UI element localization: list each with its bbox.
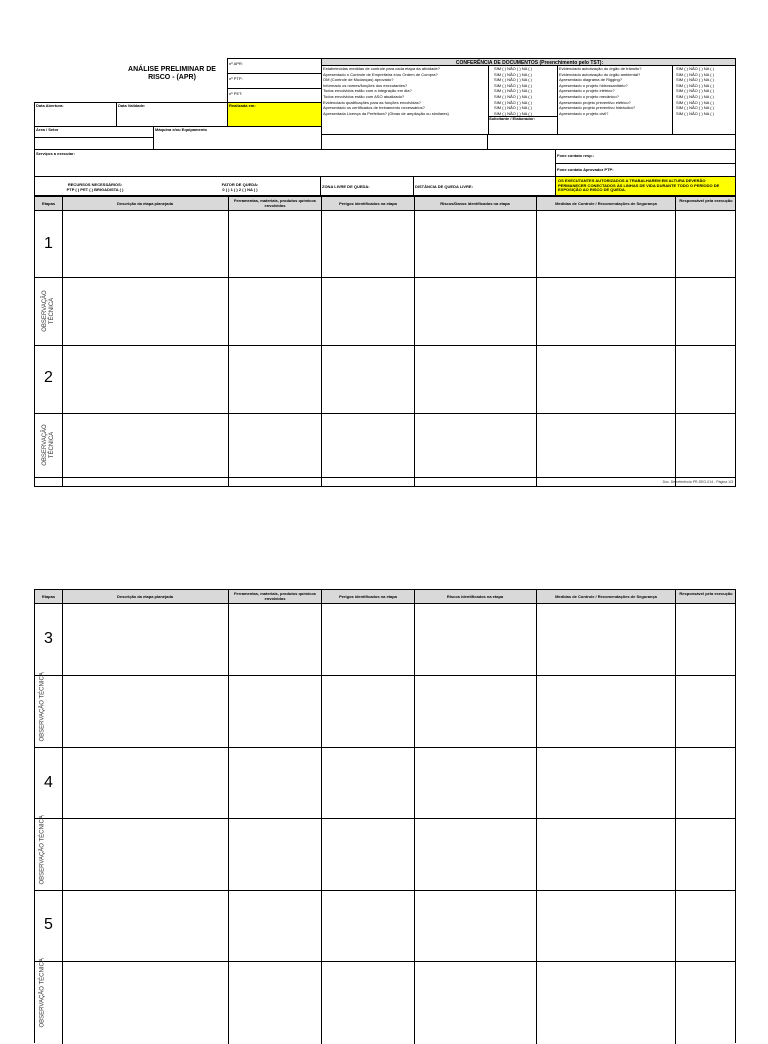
conf-left-item: Apresentada Licença da Prefeitura? (Obras de ampliação ou similares): [323, 110, 449, 116]
step-number: 3: [44, 630, 53, 647]
realizada-em-field[interactable]: [227, 102, 322, 127]
solicitante-field[interactable]: [321, 134, 736, 150]
conf-right-item: Apresentado diagrama de Rigging?: [559, 77, 622, 83]
conf-right-simnao[interactable]: SIM ( ) NÃO ( ) NA ( ): [676, 82, 714, 88]
step-number: 4: [44, 774, 53, 791]
fone-aprovador-label: Fone contato Aprovador PTP:: [557, 167, 614, 172]
table-body-p2: [34, 603, 736, 1043]
observacao-tecnica-label: OBSERVAÇÃO TÉCNICA: [39, 815, 46, 885]
conf-left-item: Todos envolvidos estão com ASO atualizado?: [323, 94, 405, 99]
recursos-field: [34, 176, 321, 196]
page-2: [0, 589, 768, 1028]
conf-left-item: Apresentado o Controle de Empreiteira e/ou Ordem de Compra?: [323, 71, 438, 77]
ptp-field[interactable]: [227, 73, 322, 89]
table-body-p1: [34, 210, 736, 487]
fone-resp-label: Fone contato resp.:: [557, 153, 595, 158]
conf-left-item: OM (Controle de Mudanças) aprovado?: [323, 77, 394, 83]
recursos-label: RECURSOS NECESSÁRIOS:: [67, 182, 123, 187]
col-descricao: Descrição da etapa planejada: [116, 201, 174, 206]
step-number: 1: [44, 235, 53, 252]
conf-left-item: Estabelecidas medidas de controle para cada etapa da atividade?: [323, 66, 440, 71]
conf-right-simnao[interactable]: SIM ( ) NÃO ( ) NA ( ): [676, 66, 714, 71]
fone-aprovador-field[interactable]: [555, 163, 736, 177]
conf-right-item: Apresentado o projeto hidrossanitário?: [559, 82, 628, 88]
ptp-label: nº PTP:: [229, 76, 243, 81]
conf-right-item: Evidenciado autorização do órgão ambiental?: [559, 71, 641, 77]
conf-right-item: Apresentado o projeto mecânico?: [559, 94, 619, 99]
footer-reference: Doc. De referência PR-SEG-014 - Página 1/3: [662, 480, 733, 484]
conf-right-simnao[interactable]: SIM ( ) NÃO ( ) NA ( ): [676, 94, 714, 99]
conf-right-item: Apresentado o projeto civil?: [559, 110, 609, 116]
conf-left-item: Informado os nomes/funções dos executantes?: [323, 82, 408, 88]
zona-livre-label: ZONA LIVRE DE QUEDA:: [322, 184, 370, 189]
altura-warning-text: OS EXECUTANTES AUTORIZADOS A TRABALHAREM EM ALTURA DEVERÃO PERMANECER CONECTADOS ÀS LINHAS DE VIDA DURANTE TODO O PERÍODO DE EXPOSIÇÃO AO RISCO DE QUEDA.: [558, 178, 720, 193]
conf-left-simnao[interactable]: SIM ( ) NÃO ( ) NA ( ): [494, 88, 532, 94]
col-perigos: Perigos identificados na etapa: [339, 594, 397, 599]
observacao-tecnica-label: OBSERVAÇÃO TÉCNICA: [42, 424, 55, 466]
conferencia-title: CONFERÊNCIA DE DOCUMENTOS (Preenchimento pelo TST):: [455, 60, 604, 66]
altura-warning-box: [555, 176, 736, 196]
conf-left-item: Evidenciado qualificações para as funções envolvidas?: [323, 99, 421, 105]
conf-right-item: Apresentado o projeto elétrico?: [559, 88, 615, 94]
distancia-field[interactable]: [413, 176, 556, 196]
conf-left-simnao[interactable]: SIM ( ) NÃO ( ) NA ( ): [494, 71, 532, 77]
col-ferramentas: Ferramentas, materiais, produtos químicos envolvidos: [233, 198, 317, 208]
doc-title-line1: ANÁLISE PRELIMINAR DE: [128, 66, 216, 73]
col-medidas: Medidas de Controle / Recomendações de Segurança: [555, 594, 657, 599]
table-header-p2: [34, 589, 736, 604]
conf-right-item: Apresentado projeto preventivo hidráulico?: [559, 105, 636, 111]
data-validade-field[interactable]: [116, 102, 228, 127]
maquina-field[interactable]: [153, 126, 322, 150]
fator-options[interactable]: 0 ( ) 1 ( ) 2 ( ) NA ( ): [222, 187, 258, 192]
fone-resp-field[interactable]: [555, 149, 736, 164]
conf-left-simnao[interactable]: SIM ( ) NÃO ( ) NA ( ): [494, 82, 532, 88]
data-abertura-label: Data Abertura:: [36, 103, 64, 108]
maquina-label: Máquina e/ou Equipamento: [155, 127, 208, 132]
conf-left-simnao[interactable]: SIM ( ) NÃO ( ) NA ( ): [494, 66, 532, 71]
conf-left-simnao[interactable]: SIM ( ) NÃO ( ) NA ( ): [494, 99, 532, 105]
conferencia-grid: [321, 65, 736, 135]
conf-right-simnao[interactable]: SIM ( ) NÃO ( ) NA ( ): [676, 77, 714, 83]
step-number: 2: [44, 369, 53, 386]
conf-left-simnao[interactable]: SIM ( ) NÃO ( ) NA ( ): [494, 105, 532, 111]
pet-label: nº PET:: [229, 91, 243, 96]
col-riscos: Riscos identificados na etapa: [446, 594, 504, 599]
conf-left-item: Todos envolvidos estão com a integração em dia?: [323, 88, 412, 94]
fator-label: FATOR DE QUEDA:: [221, 182, 259, 187]
conf-right-simnao[interactable]: SIM ( ) NÃO ( ) NA ( ): [676, 71, 714, 77]
col-perigos: Perigos identificados na etapa: [339, 201, 397, 206]
conf-right-simnao[interactable]: SIM ( ) NÃO ( ) NA ( ): [676, 99, 714, 105]
page-1: [0, 0, 768, 520]
recursos-options[interactable]: PTP ( ) PET ( ) BRIGADISTA ( ): [66, 187, 124, 192]
col-responsavel: Responsável pela execução: [679, 198, 733, 203]
servicos-field[interactable]: [34, 149, 556, 177]
data-abertura-field[interactable]: [34, 102, 117, 127]
zona-livre-field[interactable]: [320, 176, 414, 196]
realizada-em-label: Realizada em:: [229, 103, 256, 108]
conf-right-simnao[interactable]: SIM ( ) NÃO ( ) NA ( ): [676, 105, 714, 111]
conf-left-simnao[interactable]: SIM ( ) NÃO ( ) NA ( ): [494, 77, 532, 83]
conf-right-item: Evidenciado autorização do órgão de trânsito?: [559, 66, 642, 71]
conf-right-simnao[interactable]: SIM ( ) NÃO ( ) NA ( ): [676, 88, 714, 94]
col-riscos: Riscos/Danos identificados na etapa: [440, 201, 510, 206]
doc-title-line2: RISCO - (APR): [148, 74, 196, 81]
area-setor-field[interactable]: [34, 126, 154, 150]
servicos-label: Serviços a executar:: [36, 151, 75, 156]
table-header-p1: [34, 196, 736, 211]
observacao-tecnica-label: OBSERVAÇÃO TÉCNICA: [39, 958, 46, 1028]
conf-right-simnao[interactable]: SIM ( ) NÃO ( ) NA ( ): [676, 110, 714, 116]
col-responsavel: Responsável pela execução: [679, 591, 733, 596]
col-etapa: Etapas: [41, 594, 56, 599]
col-descricao: Descrição da etapa planejada: [116, 594, 174, 599]
conf-left-simnao[interactable]: SIM ( ) NÃO ( ) NA ( ): [494, 110, 532, 116]
step-number: 5: [44, 916, 53, 933]
apr-field[interactable]: [227, 58, 322, 74]
conf-right-item: Apresentado projeto preventivo elétrico?: [559, 99, 631, 105]
col-medidas: Medidas de Controle / Recomendações de Segurança: [555, 201, 657, 206]
observacao-tecnica-label: OBSERVAÇÃO TÉCNICA: [42, 290, 55, 332]
area-setor-label: Área / Setor: [36, 127, 59, 132]
data-validade-label: Data Validade:: [118, 103, 146, 108]
col-ferramentas: Ferramentas, materiais, produtos químicos envolvidos: [233, 591, 317, 601]
conf-left-simnao[interactable]: SIM ( ) NÃO ( ) NA ( ): [494, 94, 532, 99]
observacao-tecnica-label: OBSERVAÇÃO TÉCNICA: [39, 672, 46, 742]
conf-left-item: Apresentado os certificados de treinamento necessários?: [323, 105, 425, 111]
solicitante-label: Solicitante / Elaborador:: [489, 116, 536, 121]
apr-label: nº APR:: [229, 61, 243, 66]
distancia-label: DISTÂNCIA DE QUEDA LIVRE:: [415, 184, 473, 189]
pet-field[interactable]: [227, 88, 322, 103]
col-etapa: Etapas: [41, 201, 56, 206]
